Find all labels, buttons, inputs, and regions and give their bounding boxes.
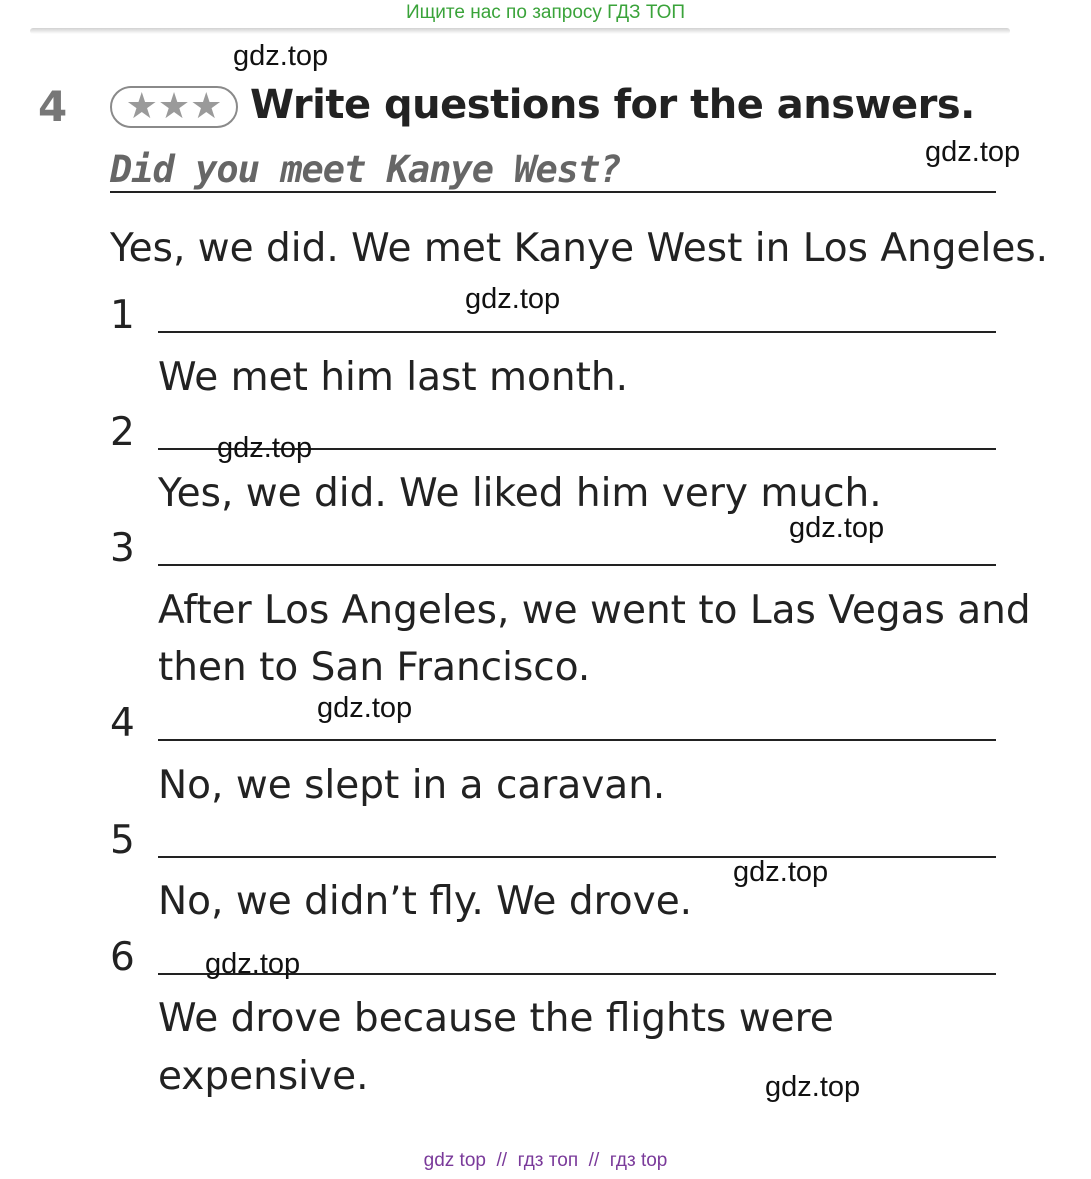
example-answer: Yes, we did. We met Kanye West in Los Angeles. (110, 226, 1049, 271)
item-answer-continued: expensive. (158, 1054, 369, 1099)
banner-divider (30, 28, 1010, 34)
write-line (158, 331, 996, 333)
footer-links: gdz top // гдз топ // гдз top (423, 1150, 668, 1171)
exercise-number: 4 (38, 82, 68, 131)
item-number: 3 (110, 526, 135, 571)
watermark: gdz.top (465, 283, 561, 315)
watermark: gdz.top (765, 1071, 861, 1103)
star-rating-icon: ★★★ (125, 86, 223, 127)
watermark: gdz.top (217, 432, 313, 464)
write-line (158, 856, 996, 858)
item-answer: We drove because the flights were (158, 996, 834, 1041)
watermark: gdz.top (205, 948, 301, 980)
watermark: gdz.top (317, 692, 413, 724)
item-number: 1 (110, 293, 135, 338)
watermark: gdz.top (789, 512, 885, 544)
example-answer-line (110, 191, 996, 193)
search-hint-banner: Ищите нас по запросу ГДЗ ТОП (405, 2, 686, 23)
item-answer: No, we slept in a caravan. (158, 763, 666, 808)
item-number: 5 (110, 818, 135, 863)
write-line (158, 564, 996, 566)
item-answer: We met him last month. (158, 355, 628, 400)
exercise-title: Write questions for the answers. (250, 82, 975, 128)
item-answer: Yes, we did. We liked him very much. (158, 471, 882, 516)
item-answer-continued: then to San Francisco. (158, 645, 591, 690)
item-number: 4 (110, 701, 135, 746)
watermark: gdz.top (733, 856, 829, 888)
write-line (158, 739, 996, 741)
item-number: 2 (110, 410, 135, 455)
difficulty-badge (110, 86, 238, 128)
item-answer: No, we didn’t fly. We drove. (158, 879, 693, 924)
item-answer: After Los Angeles, we went to Las Vegas and (158, 588, 1031, 633)
watermark: gdz.top (233, 40, 329, 72)
item-number: 6 (110, 935, 135, 980)
example-question: Did you meet Kanye West? (110, 148, 621, 191)
watermark: gdz.top (925, 136, 1021, 168)
